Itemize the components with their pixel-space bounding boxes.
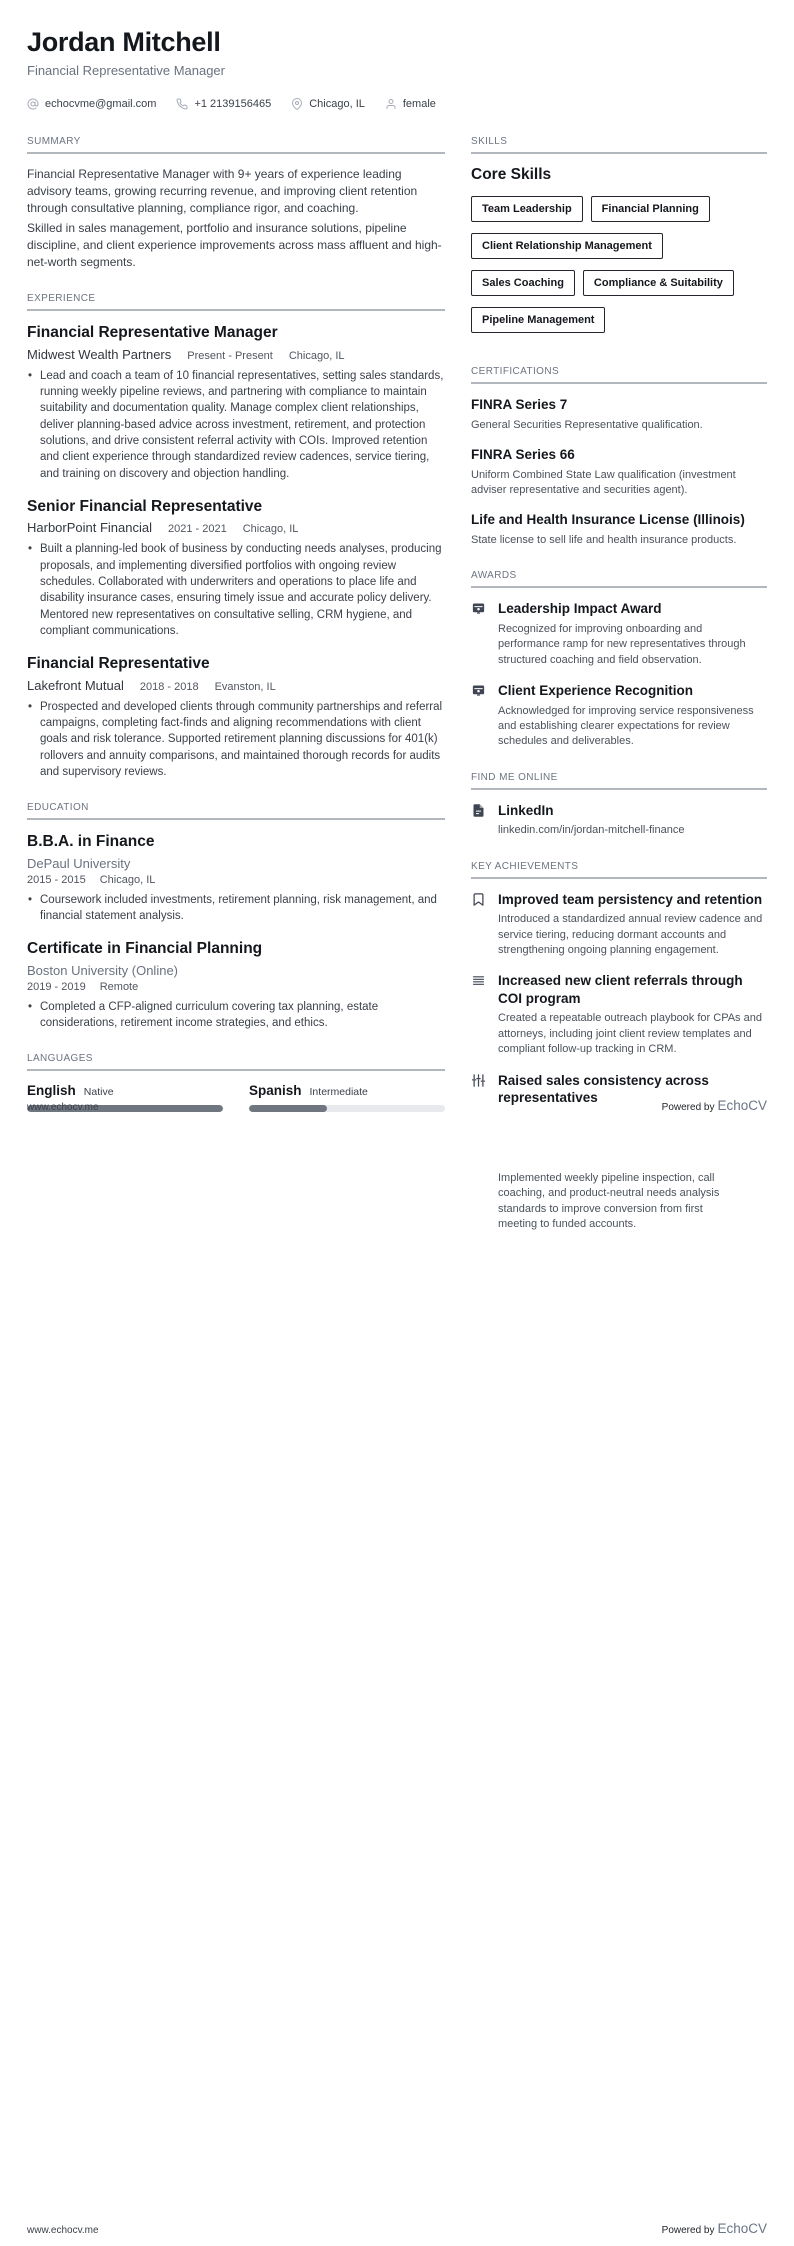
bookmark-icon xyxy=(471,891,487,959)
achievement-desc: Created a repeatable outreach playbook for CPAs and attorneys, including joint client review templates and compliant follow-up tracking in CRM. xyxy=(498,1012,762,1056)
skill-tag: Pipeline Management xyxy=(471,307,605,333)
job-bullet: • Prospected and developed clients through community partnerships and referral campaigns, completing fact-finds and aligning recommendations with client goals and risk tolerance. Supported retirement planning discussions for 401(k) rollovers and annuity comparisons, and maintained thorough records for audits and supervisory reviews. xyxy=(27,699,445,781)
job-company: Midwest Wealth Partners xyxy=(27,346,172,362)
certificate-icon xyxy=(471,682,487,750)
job-company: Lakefront Mutual xyxy=(27,677,124,693)
find-me-online-heading: FIND ME ONLINE xyxy=(471,772,767,790)
skill-tag: Client Relationship Management xyxy=(471,233,663,259)
experience-section xyxy=(27,293,445,780)
education-bullet: • Coursework included investments, retirement planning, risk management, and financial statement analysis. xyxy=(27,892,445,925)
person-name: Jordan Mitchell xyxy=(27,27,221,57)
resume-header xyxy=(0,0,794,110)
online-profile-url[interactable]: linkedin.com/in/jordan-mitchell-finance xyxy=(498,824,685,837)
skill-tag: Team Leadership xyxy=(471,196,583,222)
left-column xyxy=(27,136,445,1123)
achievement-item xyxy=(471,891,767,959)
achievement-title: Improved team persistency and retention xyxy=(498,891,763,907)
contact-email xyxy=(27,98,156,110)
school-name: Boston University (Online) xyxy=(27,962,178,978)
contact-phone-value: +1 2139156465 xyxy=(194,98,272,111)
powered-by xyxy=(662,2221,767,2236)
page-footer xyxy=(27,1098,767,1113)
job-bullet: • Built a planning-led book of business by conducting needs analyses, producing proposals, and implementing diversified portfolios with ongoing review schedules. Collaborated with underwriters and operations to place life and disability insurance cases, ensuring timely issue and accurate policy delivery. Mentored new representatives on consultative selling, CRM hygiene, and compliant communications. xyxy=(27,541,445,639)
education-dates: 2019 - 2019 xyxy=(27,980,86,993)
awards-heading: AWARDS xyxy=(471,570,767,588)
experience-entry xyxy=(27,323,445,482)
certificate-icon xyxy=(471,600,487,668)
job-dates: 2018 - 2018 xyxy=(139,680,199,693)
job-title: Senior Financial Representative xyxy=(27,497,263,515)
award-item xyxy=(471,682,767,750)
education-location: Remote xyxy=(99,980,139,993)
job-company: HarborPoint Financial xyxy=(27,520,153,536)
achievement-desc-continuation: Implemented weekly pipeline inspection, call coaching, and product-neutral needs analysis standards to improve conversion from first meeting to funded accounts. xyxy=(498,1172,720,1231)
summary-heading: SUMMARY xyxy=(27,136,445,154)
award-desc: Recognized for improving onboarding and performance ramp for new representatives through structured coaching and field observation. xyxy=(498,622,746,666)
degree-title: Certificate in Financial Planning xyxy=(27,940,263,958)
achievement-item xyxy=(471,972,767,1057)
education-entry xyxy=(27,832,445,924)
contact-location-value: Chicago, IL xyxy=(309,98,365,111)
contact-row xyxy=(27,98,767,110)
map-pin-icon xyxy=(291,98,303,110)
award-desc: Acknowledged for improving service responsiveness and establishing clearer expectations for review schedules and deliverables. xyxy=(498,704,754,748)
key-achievements-section xyxy=(471,861,767,1107)
experience-entry xyxy=(27,497,445,639)
education-dates: 2015 - 2015 xyxy=(27,873,86,886)
skills-section xyxy=(471,136,767,344)
page-footer xyxy=(27,2221,767,2236)
language-name: Spanish xyxy=(249,1083,302,1099)
award-title: Leadership Impact Award xyxy=(498,601,662,617)
powered-by xyxy=(662,1098,767,1113)
contact-gender-value: female xyxy=(402,98,436,111)
language-level: Intermediate xyxy=(309,1086,368,1099)
experience-heading: EXPERIENCE xyxy=(27,293,445,311)
awards-section xyxy=(471,570,767,749)
degree-title: B.B.A. in Finance xyxy=(27,833,155,851)
person-job-title: Financial Representative Manager xyxy=(27,63,225,79)
skill-tag: Compliance & Suitability xyxy=(583,270,734,296)
award-item xyxy=(471,600,767,668)
education-section xyxy=(27,802,445,1031)
footer-site-link[interactable]: www.echocv.me xyxy=(27,1102,99,1113)
certification-item xyxy=(471,396,767,433)
job-dates: 2021 - 2021 xyxy=(168,523,227,536)
powered-by-label: Powered by xyxy=(661,2225,715,2236)
contact-location xyxy=(291,98,365,110)
education-location: Chicago, IL xyxy=(99,873,156,886)
certification-desc: General Securities Representative qualification. xyxy=(471,418,703,431)
list-lines-icon xyxy=(471,972,487,1057)
skills-heading: SKILLS xyxy=(471,136,767,154)
achievement-title: Raised sales consistency across representatives xyxy=(498,1072,709,1106)
certification-name: Life and Health Insurance License (Illinois) xyxy=(471,512,745,528)
achievement-title: Increased new client referrals through COI program xyxy=(498,973,743,1006)
job-bullet: • Lead and coach a team of 10 financial representatives, setting sales standards, running weekly pipeline reviews, and partnering with compliance to maintain suitability and documentation quality. Manage complex client relationships, deliver planning-based advice across investment, retirement, and protection solutions, and drive consistent referral activity with COIs. Improved retention and client experience through standardized review cadences, service tiering, and training on discovery and objection handling. xyxy=(27,368,445,482)
right-column xyxy=(471,136,767,1123)
resume-page-2 xyxy=(0,1123,794,2246)
certification-item xyxy=(471,511,767,548)
language-name: English xyxy=(27,1083,76,1099)
job-location: Chicago, IL xyxy=(288,349,345,362)
summary-paragraph: Financial Representative Manager with 9+ years of experience leading advisory teams, growing recurring revenue, and improving client retention through consultative planning, compliance rigor, and coaching. xyxy=(27,167,418,216)
job-location: Chicago, IL xyxy=(242,523,299,536)
education-bullet: • Completed a CFP-aligned curriculum covering tax planning, estate considerations, retirement income strategies, and ethics. xyxy=(27,999,445,1032)
award-title: Client Experience Recognition xyxy=(498,682,694,698)
powered-by-label: Powered by xyxy=(661,1102,715,1113)
skill-tag: Financial Planning xyxy=(591,196,710,222)
skill-tag: Sales Coaching xyxy=(471,270,575,296)
at-sign-icon xyxy=(27,98,39,110)
experience-entry xyxy=(27,654,445,780)
online-profile-item xyxy=(471,802,767,839)
document-icon xyxy=(471,802,487,839)
certification-desc: State license to sell life and health insurance products. xyxy=(471,533,737,546)
online-profile-label: LinkedIn xyxy=(498,802,554,818)
education-entry xyxy=(27,939,445,1031)
certifications-heading: CERTIFICATIONS xyxy=(471,366,767,384)
contact-gender xyxy=(385,98,436,110)
education-heading: EDUCATION xyxy=(27,802,445,820)
school-name: DePaul University xyxy=(27,855,131,871)
phone-icon xyxy=(176,98,188,110)
job-title: Financial Representative xyxy=(27,655,210,673)
certification-desc: Uniform Combined State Law qualification (investment adviser representative and securities agent). xyxy=(471,468,736,496)
brand-logo: EchoCV xyxy=(717,2221,767,2236)
person-icon xyxy=(385,98,397,110)
summary-paragraph: Skilled in sales management, portfolio and insurance solutions, pipeline discipline, and client experience improvements across mass affluent and high-net-worth segments. xyxy=(27,221,442,270)
languages-heading: LANGUAGES xyxy=(27,1053,445,1071)
summary-section xyxy=(27,136,445,271)
job-title: Financial Representative Manager xyxy=(27,324,278,342)
brand-logo: EchoCV xyxy=(717,1098,767,1113)
find-me-online-section xyxy=(471,772,767,839)
contact-email-value: echocvme@gmail.com xyxy=(45,98,157,111)
certification-item xyxy=(471,446,767,498)
skills-group-title: Core Skills xyxy=(471,166,552,184)
achievement-desc: Introduced a standardized annual review cadence and service tiering, reducing dormant accounts and strengthening ongoing planning engagement. xyxy=(498,913,763,956)
footer-site-link[interactable]: www.echocv.me xyxy=(27,2225,99,2236)
certifications-section xyxy=(471,366,767,548)
certification-name: FINRA Series 7 xyxy=(471,397,568,413)
certification-name: FINRA Series 66 xyxy=(471,446,575,462)
language-level: Native xyxy=(83,1086,114,1099)
job-dates: Present - Present xyxy=(187,349,273,362)
contact-phone xyxy=(176,98,271,110)
job-location: Evanston, IL xyxy=(214,680,276,693)
key-achievements-heading: KEY ACHIEVEMENTS xyxy=(471,861,767,879)
